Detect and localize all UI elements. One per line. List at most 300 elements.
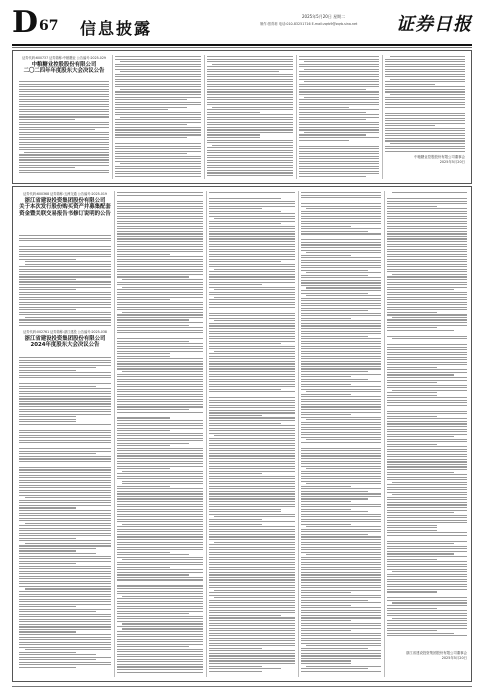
text-line — [122, 279, 203, 280]
text-line — [306, 287, 381, 288]
text-line — [19, 599, 111, 600]
text-line — [299, 163, 379, 164]
text-line — [19, 271, 111, 272]
notice-company: 浙江省建设投资集团股份有限公司 — [24, 336, 106, 342]
text-line — [301, 655, 381, 656]
text-line — [209, 336, 295, 337]
text-line — [209, 313, 295, 314]
text-line — [301, 437, 381, 438]
text-line — [209, 443, 295, 444]
text-line — [214, 597, 295, 598]
text-line — [301, 305, 381, 306]
text-line — [209, 233, 295, 234]
text-line — [122, 524, 203, 525]
page-letter: D — [12, 5, 39, 40]
text-line — [387, 287, 467, 288]
text-line — [387, 520, 467, 521]
text-line — [19, 545, 111, 546]
text-line — [117, 466, 203, 467]
text-line — [117, 358, 203, 359]
text-line — [19, 96, 109, 97]
text-line — [207, 129, 293, 130]
text-line — [19, 654, 96, 655]
text-line — [387, 608, 437, 609]
text-line — [115, 109, 168, 110]
text-line — [19, 284, 111, 285]
text-line — [387, 261, 467, 262]
text-line — [19, 403, 111, 404]
text-line — [117, 266, 203, 267]
text-line — [19, 235, 111, 236]
notice-body-column — [207, 56, 293, 178]
text-line — [209, 524, 262, 525]
text-line — [19, 419, 76, 420]
text-line — [301, 310, 368, 311]
text-line — [117, 473, 203, 474]
text-line — [301, 491, 368, 492]
text-line — [19, 165, 109, 166]
text-line — [19, 91, 109, 92]
text-line — [117, 319, 189, 320]
text-line — [301, 592, 351, 593]
text-line — [301, 325, 381, 326]
text-line — [301, 412, 381, 413]
text-line — [387, 537, 467, 539]
text-line — [301, 574, 381, 575]
text-line — [207, 140, 293, 141]
text-line — [301, 239, 381, 240]
text-line — [19, 480, 111, 481]
text-line — [19, 495, 111, 496]
text-line — [117, 549, 203, 550]
text-line — [301, 386, 381, 387]
text-line — [299, 64, 379, 65]
text-line — [117, 282, 203, 283]
text-line — [19, 297, 111, 298]
text-line — [387, 307, 467, 308]
notice-heading-bottom — [19, 329, 111, 349]
text-line — [301, 409, 381, 410]
text-line — [301, 346, 381, 347]
text-line — [385, 71, 465, 72]
text-line — [19, 626, 111, 627]
text-line — [19, 432, 111, 433]
text-line — [385, 140, 465, 141]
text-line — [19, 440, 111, 441]
text-line — [301, 582, 381, 583]
text-line — [19, 464, 111, 466]
text-line — [301, 620, 351, 621]
text-line — [209, 438, 295, 439]
text-line — [19, 386, 96, 387]
text-line — [209, 266, 295, 267]
text-line — [117, 241, 203, 242]
text-line — [120, 71, 201, 72]
text-line — [387, 546, 467, 547]
text-line — [387, 527, 437, 528]
text-line — [117, 236, 203, 237]
text-line — [19, 114, 109, 115]
text-line — [117, 514, 203, 515]
text-line — [209, 309, 295, 311]
text-line — [115, 127, 201, 128]
text-line — [19, 619, 111, 620]
text-line — [19, 292, 111, 293]
text-line — [209, 397, 295, 398]
newspaper-logo: 证券日报 — [396, 14, 472, 35]
text-line — [387, 279, 467, 280]
text-line — [207, 86, 293, 87]
text-line — [117, 401, 203, 402]
text-line — [209, 461, 295, 462]
text-line — [19, 81, 109, 82]
text-line — [207, 94, 293, 95]
text-line — [207, 79, 293, 80]
text-line — [301, 544, 381, 545]
text-line — [117, 348, 203, 349]
text-line — [19, 510, 111, 511]
text-line — [301, 602, 381, 603]
text-line — [301, 203, 381, 204]
text-line — [301, 358, 381, 359]
text-line — [117, 417, 170, 418]
text-line — [306, 468, 381, 469]
text-line — [387, 294, 467, 295]
text-line — [19, 634, 111, 635]
text-line — [387, 405, 467, 406]
text-line — [115, 119, 201, 120]
text-line — [301, 455, 381, 456]
text-line — [207, 172, 293, 173]
text-line — [209, 259, 295, 260]
text-line — [209, 254, 295, 255]
text-line — [207, 147, 293, 148]
text-line — [385, 107, 465, 108]
text-line — [117, 330, 203, 331]
text-line — [207, 137, 260, 138]
text-line — [19, 172, 109, 173]
text-line — [301, 218, 381, 219]
text-line — [301, 524, 351, 525]
text-line — [301, 442, 381, 443]
text-line — [301, 427, 381, 428]
text-line — [209, 660, 295, 661]
text-line — [301, 559, 381, 560]
text-line — [387, 507, 467, 508]
text-line — [209, 328, 295, 329]
text-line — [117, 384, 203, 385]
text-line — [207, 117, 293, 118]
text-line — [392, 274, 467, 275]
text-line — [19, 637, 111, 638]
text-line — [19, 435, 111, 436]
notice-body-column — [19, 235, 111, 327]
text-line — [392, 494, 467, 495]
text-line — [117, 195, 203, 196]
text-line — [117, 445, 170, 446]
text-line — [387, 451, 467, 452]
text-line — [19, 594, 111, 595]
text-line — [209, 356, 295, 357]
text-line — [117, 654, 203, 655]
text-line — [209, 244, 295, 245]
text-line — [301, 531, 381, 532]
text-line — [25, 497, 111, 498]
text-line — [209, 635, 295, 636]
text-line — [117, 455, 203, 456]
text-line — [301, 213, 381, 214]
text-line — [19, 147, 109, 148]
text-line — [207, 165, 293, 166]
text-line — [385, 120, 465, 121]
text-line — [19, 568, 111, 569]
text-line — [387, 359, 467, 360]
text-line — [209, 585, 295, 586]
text-line — [301, 617, 381, 618]
text-line — [117, 264, 203, 265]
text-line — [209, 567, 295, 568]
text-line — [117, 274, 203, 275]
text-line — [209, 562, 295, 563]
text-line — [301, 353, 381, 354]
text-line — [117, 233, 203, 234]
text-line — [387, 556, 467, 557]
text-line — [19, 122, 109, 123]
footer-rule — [12, 686, 472, 687]
text-line — [207, 61, 293, 62]
text-line — [19, 372, 111, 373]
text-line — [207, 175, 293, 176]
text-line — [301, 463, 381, 464]
text-line — [19, 639, 111, 640]
text-line — [115, 161, 201, 162]
text-line — [301, 569, 381, 570]
notice-company: 浙江省建设投资集团股份有限公司 — [24, 198, 106, 204]
text-line — [117, 366, 203, 367]
text-line — [301, 363, 381, 364]
text-line — [19, 505, 111, 506]
text-line — [207, 74, 293, 75]
text-line — [19, 631, 76, 632]
text-line — [207, 155, 293, 156]
text-line — [209, 307, 295, 308]
text-line — [301, 448, 381, 449]
text-line — [387, 411, 467, 412]
text-line — [301, 585, 381, 586]
text-line — [122, 628, 203, 629]
text-line — [387, 241, 467, 242]
text-line — [306, 666, 381, 667]
text-line — [117, 391, 203, 392]
text-line — [387, 231, 467, 232]
text-line — [209, 323, 295, 324]
text-line — [209, 569, 295, 570]
text-line — [19, 657, 111, 658]
text-line — [387, 395, 437, 396]
text-line — [117, 428, 203, 429]
text-line — [209, 582, 295, 583]
text-line — [209, 358, 295, 359]
text-line — [117, 307, 203, 308]
text-line — [387, 497, 467, 498]
text-line — [387, 203, 467, 204]
text-line — [19, 461, 111, 462]
text-line — [19, 416, 76, 417]
text-line — [301, 293, 368, 294]
text-line — [301, 401, 381, 402]
text-line — [387, 594, 467, 596]
text-line — [299, 84, 379, 85]
text-line — [19, 472, 111, 473]
text-line — [19, 104, 109, 105]
text-line — [385, 86, 465, 87]
text-line — [209, 226, 295, 227]
text-line — [209, 405, 295, 406]
text-line — [117, 433, 203, 434]
text-line — [117, 516, 203, 517]
text-line — [117, 259, 203, 260]
text-line — [209, 366, 295, 367]
text-line — [19, 573, 111, 574]
text-line — [301, 529, 381, 530]
text-line — [19, 561, 111, 562]
text-line — [19, 287, 111, 288]
text-line — [299, 158, 379, 159]
text-line — [390, 143, 465, 144]
text-line — [207, 91, 293, 92]
text-line — [387, 517, 467, 518]
text-line — [209, 391, 295, 392]
page-number-digits: 67 — [39, 18, 59, 34]
text-line — [117, 496, 203, 497]
text-line — [19, 139, 109, 140]
text-line — [209, 213, 295, 214]
text-line — [19, 377, 111, 378]
text-line — [122, 312, 203, 313]
text-line — [301, 519, 381, 520]
text-line — [117, 356, 170, 357]
text-line — [387, 256, 467, 257]
text-line — [115, 66, 201, 67]
text-line — [209, 274, 295, 275]
text-line — [209, 504, 295, 505]
text-line — [19, 256, 111, 257]
text-line — [117, 468, 170, 469]
text-line — [301, 298, 381, 299]
text-line — [115, 102, 201, 103]
text-line — [19, 647, 111, 648]
text-line — [209, 605, 295, 606]
text-line — [117, 254, 170, 255]
text-line — [385, 59, 465, 60]
text-line — [387, 543, 454, 544]
text-line — [299, 56, 379, 57]
text-line — [385, 104, 465, 105]
text-line — [115, 124, 187, 125]
text-line — [19, 246, 111, 247]
text-line — [209, 620, 295, 621]
text-line — [387, 206, 437, 207]
text-line — [117, 314, 203, 315]
notice-heading-top — [19, 55, 109, 75]
text-line — [115, 132, 201, 133]
text-line — [207, 97, 293, 98]
text-line — [387, 431, 467, 432]
text-line — [19, 167, 75, 168]
text-line — [207, 119, 293, 120]
text-line — [19, 578, 111, 579]
text-line — [387, 581, 467, 582]
notice-panel-bottom — [12, 186, 472, 682]
text-line — [301, 562, 381, 563]
text-line — [117, 591, 203, 592]
text-line — [19, 624, 111, 625]
text-line — [301, 366, 381, 367]
text-line — [209, 279, 295, 280]
text-line — [117, 536, 203, 537]
text-line — [301, 663, 351, 664]
text-line — [117, 443, 189, 444]
text-line — [117, 246, 203, 247]
text-line — [301, 473, 381, 474]
text-line — [301, 270, 368, 271]
text-line — [301, 356, 381, 357]
text-line — [306, 295, 381, 296]
text-line — [387, 284, 467, 285]
text-line — [387, 484, 467, 485]
text-line — [117, 542, 203, 543]
text-line — [19, 279, 76, 280]
text-line — [117, 478, 203, 479]
notice-body-column — [385, 56, 465, 153]
text-line — [299, 127, 379, 128]
text-line — [209, 671, 262, 672]
text-line — [19, 467, 111, 468]
text-line — [214, 590, 295, 591]
text-line — [117, 598, 203, 599]
text-line — [19, 154, 109, 155]
text-line — [19, 451, 111, 452]
text-line — [115, 86, 201, 87]
text-line — [117, 192, 203, 193]
text-line — [387, 532, 467, 533]
text-line — [301, 351, 381, 352]
text-line — [301, 635, 381, 636]
text-line — [117, 606, 203, 607]
text-line — [385, 76, 465, 77]
text-line — [19, 101, 109, 102]
text-line — [207, 69, 293, 70]
text-line — [117, 302, 203, 303]
text-line — [301, 650, 381, 651]
text-line — [117, 649, 203, 650]
text-line — [301, 432, 381, 433]
text-line — [301, 536, 381, 537]
text-line — [387, 372, 467, 373]
text-line — [299, 112, 366, 113]
text-line — [387, 610, 467, 611]
text-line — [209, 201, 295, 202]
text-line — [387, 322, 467, 323]
text-line — [19, 383, 111, 384]
text-line — [387, 418, 467, 419]
text-line — [209, 206, 295, 207]
text-line — [207, 99, 293, 100]
text-line — [209, 346, 295, 347]
text-line — [209, 282, 295, 283]
text-line — [209, 287, 295, 288]
text-line — [19, 322, 111, 323]
